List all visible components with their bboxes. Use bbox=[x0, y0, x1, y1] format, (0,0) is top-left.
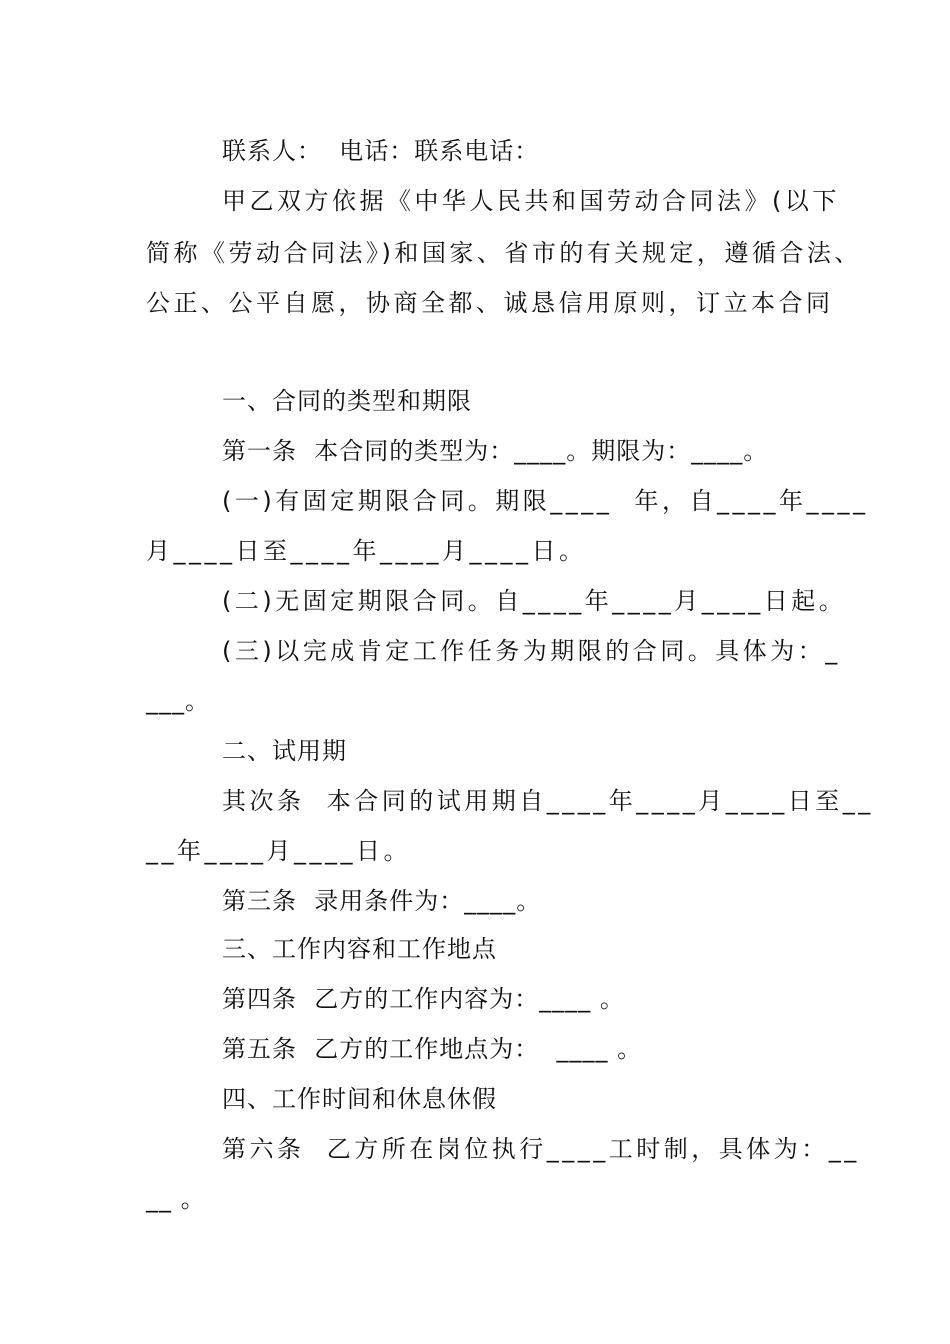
section-heading-4: 四、工作时间和休息休假 bbox=[222, 1085, 497, 1113]
preamble-line-3: 公正、公平自愿，协商全都、诚恳信用原则，订立本合同 bbox=[146, 289, 834, 317]
article-5: 第五条 乙方的工作地点为： ____ 。 bbox=[222, 1035, 643, 1063]
article-3: 第三条 录用条件为：____。 bbox=[222, 887, 542, 915]
article-6-line-1: 第六条 乙方所在岗位执行____工时制，具体为：__ bbox=[222, 1135, 860, 1163]
clause-1-2: (二)无固定期限合同。自____年____月____日起。 bbox=[222, 587, 847, 615]
section-heading-2: 二、试用期 bbox=[222, 737, 347, 765]
clause-1-1-line-1: (一)有固定期限合同。期限____ 年，自____年____ bbox=[222, 487, 869, 515]
article-4: 第四条 乙方的工作内容为：____ 。 bbox=[222, 985, 625, 1013]
article-6-line-2: __ 。 bbox=[146, 1185, 206, 1213]
section-heading-1: 一、合同的类型和期限 bbox=[222, 387, 472, 415]
section-heading-3: 三、工作内容和工作地点 bbox=[222, 935, 497, 963]
clause-1-1-line-2: 月____日至____年____月____日。 bbox=[146, 537, 587, 565]
article-1: 第一条 本合同的类型为：____。期限为：____。 bbox=[222, 437, 769, 465]
preamble-line-2: 简称《劳动合同法》)和国家、省市的有关规定，遵循合法、 bbox=[146, 239, 862, 267]
article-2-line-2: __年____月____日。 bbox=[146, 837, 411, 865]
article-2-line-1: 其次条 本合同的试用期自____年____月____日至__ bbox=[222, 787, 874, 815]
preamble-line-1: 甲乙双方依据《中华人民共和国劳动合同法》(以下 bbox=[222, 187, 840, 215]
clause-1-3-line-2: ___。 bbox=[146, 687, 210, 715]
contact-line: 联系人： 电话：联系电话： bbox=[222, 137, 540, 165]
clause-1-3-line-1: (三)以完成肯定工作任务为期限的合同。具体为：_ bbox=[222, 637, 841, 665]
